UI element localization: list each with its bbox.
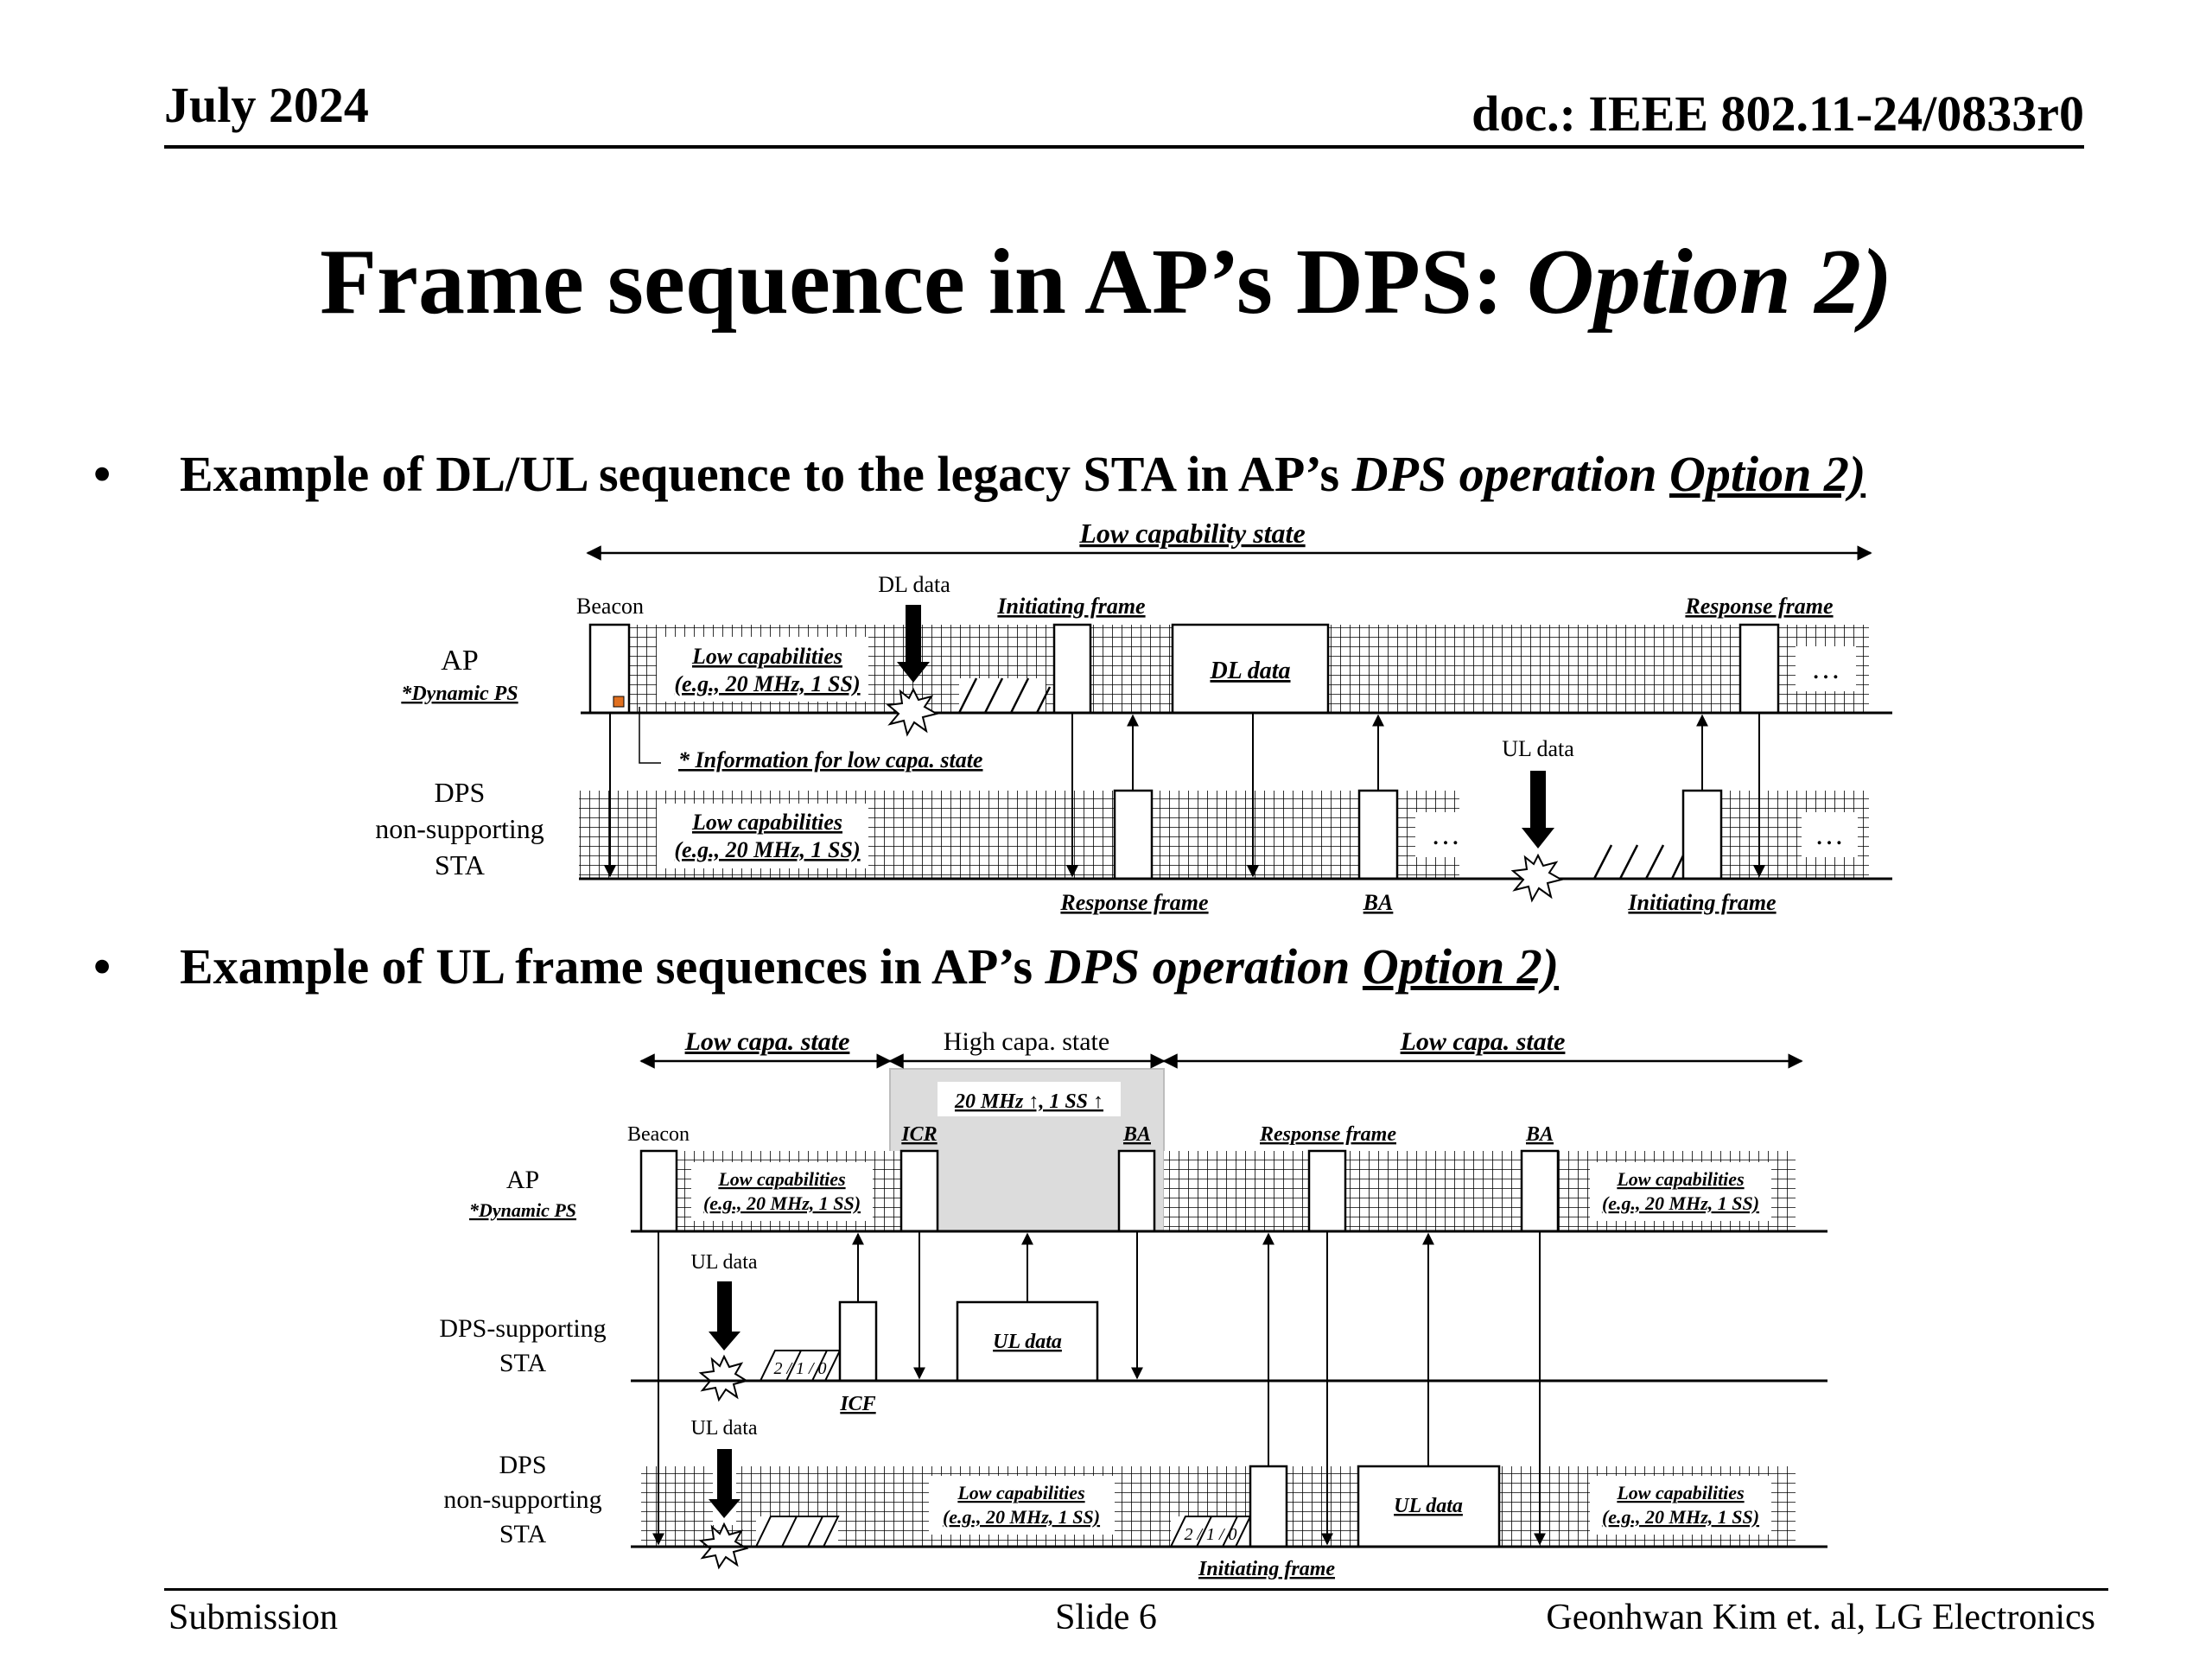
d2-sup-backoff-label: 2 / 1 / 0 <box>773 1359 827 1378</box>
d2-non-initiating-frame <box>1250 1466 1287 1547</box>
d2-non-backoff-label: 2 / 1 / 0 <box>1184 1525 1237 1544</box>
title-main: Frame sequence in AP’s DPS: <box>320 231 1527 334</box>
ap-low-cap-line2: (e.g., 20 MHz, 1 SS) <box>674 671 861 696</box>
bullet2-italic: DPS operation <box>1045 938 1363 995</box>
ap-ellipsis: … <box>1811 653 1840 685</box>
d1-ap-label: AP <box>441 645 479 677</box>
d1-sta-label-3: STA <box>435 849 485 880</box>
bullet-dot: • <box>93 938 111 995</box>
d2-non-ul-arrow-shaft <box>717 1449 732 1501</box>
sta-low-cap-line2: (e.g., 20 MHz, 1 SS) <box>674 837 861 862</box>
d1-info-note: * Information for low capa. state <box>678 747 983 772</box>
d1-response-frame-top-label: Response frame <box>1685 594 1834 619</box>
d2-ap-low-cap-2b: (e.g., 20 MHz, 1 SS) <box>1601 1192 1760 1214</box>
title-italic: Option 2) <box>1526 231 1892 334</box>
sta-ellipsis-2: … <box>1815 819 1844 851</box>
sta-ellipsis-1: … <box>1431 819 1460 851</box>
header-date: July 2024 <box>164 77 369 133</box>
d2-non-label-2: non-supporting <box>443 1485 602 1514</box>
bullet1-plain: Example of DL/UL sequence to the legacy STA in AP’s <box>180 446 1352 502</box>
d1-initiating-frame-label: Initiating frame <box>997 594 1146 619</box>
d2-ap-ba-frame-2 <box>1522 1151 1558 1231</box>
d2-non-low-cap-1a: Low capabilities <box>957 1482 1085 1503</box>
d2-low-state-2: Low capa. state <box>1400 1027 1566 1056</box>
bullet1-underline: Option 2) <box>1669 446 1866 502</box>
d2-ap-response-frame <box>1309 1151 1345 1231</box>
d1-ul-data-label: UL data <box>1502 736 1574 761</box>
d1-ba-bottom: BA <box>1363 890 1394 915</box>
d2-ap-dynamic-ps: *Dynamic PS <box>468 1199 577 1221</box>
d2-sup-label-1: DPS-supporting <box>439 1314 607 1343</box>
d2-ba-top-1: BA <box>1122 1123 1152 1146</box>
d2-non-low-cap-1b: (e.g., 20 MHz, 1 SS) <box>942 1506 1101 1528</box>
d2-non-ul-data-label: UL data <box>690 1417 758 1440</box>
footer-slide-number: Slide 6 <box>1055 1598 1157 1637</box>
bullet2-plain: Example of UL frame sequences in AP’s <box>180 938 1046 995</box>
bullet1-italic: DPS operation <box>1351 446 1669 502</box>
d2-ap-grid-2 <box>1164 1151 1309 1231</box>
bullet-dot: • <box>93 446 111 502</box>
footer-author: Geonhwan Kim et. al, LG Electronics <box>1546 1598 2095 1637</box>
d2-initiating-frame-label: Initiating frame <box>1198 1558 1336 1580</box>
d1-dl-data-label: DL data <box>878 572 950 597</box>
header-doc-id: doc.: IEEE 802.11-24/0833r0 <box>1471 86 2084 142</box>
d2-ap-low-cap-2a: Low capabilities <box>1617 1168 1745 1190</box>
d2-sup-icf-frame <box>840 1302 876 1381</box>
d2-beacon-label: Beacon <box>627 1123 690 1146</box>
d2-sup-label-2: STA <box>499 1349 547 1377</box>
d2-ap-low-cap-1a: Low capabilities <box>718 1168 846 1190</box>
d2-sup-ul-data-label: UL data <box>690 1251 758 1274</box>
footer-submission: Submission <box>168 1598 339 1637</box>
d2-ap-ba-frame-1 <box>1119 1151 1154 1231</box>
d2-non-grid-2 <box>1287 1466 1358 1547</box>
d2-ap-label: AP <box>505 1166 540 1194</box>
d1-beacon-label: Beacon <box>576 594 644 619</box>
d2-non-low-cap-2a: Low capabilities <box>1617 1482 1745 1503</box>
d1-sta-label-1: DPS <box>434 777 486 808</box>
d1-sta-label-2: non-supporting <box>375 813 544 844</box>
d2-sup-ul-data-box-label: UL data <box>993 1331 1062 1353</box>
ap-low-cap-line1: Low capabilities <box>691 644 843 669</box>
d2-ba-top-2: BA <box>1525 1123 1554 1146</box>
d2-icf-label: ICF <box>840 1393 876 1415</box>
d2-non-ul-data-box-label: UL data <box>1394 1495 1463 1517</box>
d2-high-state: High capa. state <box>943 1027 1110 1056</box>
d2-icr-label: ICR <box>901 1123 938 1146</box>
ap-dl-data-label: DL data <box>1210 658 1291 684</box>
d2-sup-ul-arrow-shaft <box>717 1281 732 1333</box>
d2-non-low-cap-2b: (e.g., 20 MHz, 1 SS) <box>1601 1506 1760 1528</box>
sta-low-cap-line1: Low capabilities <box>691 810 843 835</box>
d2-low-state-1: Low capa. state <box>684 1027 850 1056</box>
footer-rule <box>164 1588 2108 1591</box>
d1-response-frame-bottom: Response frame <box>1060 890 1209 915</box>
low-capability-state-label: Low capability state <box>1079 518 1306 549</box>
d2-ap-beacon-frame <box>641 1151 677 1231</box>
d1-initiating-frame-bottom: Initiating frame <box>1628 890 1777 915</box>
d1-ap-dynamic-ps: *Dynamic PS <box>401 683 518 705</box>
d2-high-box-label: 20 MHz ↑, 1 SS ↑ <box>954 1090 1104 1113</box>
d2-non-label-3: STA <box>499 1520 547 1548</box>
d2-non-label-1: DPS <box>499 1451 547 1479</box>
d2-response-frame-label: Response frame <box>1260 1123 1396 1146</box>
bullet2-underline: Option 2) <box>1362 938 1560 995</box>
d2-sup-burst-icon <box>701 1357 747 1400</box>
d2-ap-low-cap-1b: (e.g., 20 MHz, 1 SS) <box>702 1192 861 1214</box>
d2-sup-ul-arrow-head <box>709 1332 741 1351</box>
d2-ap-grid-3 <box>1345 1151 1522 1231</box>
d2-ap-icr-frame <box>901 1151 938 1231</box>
